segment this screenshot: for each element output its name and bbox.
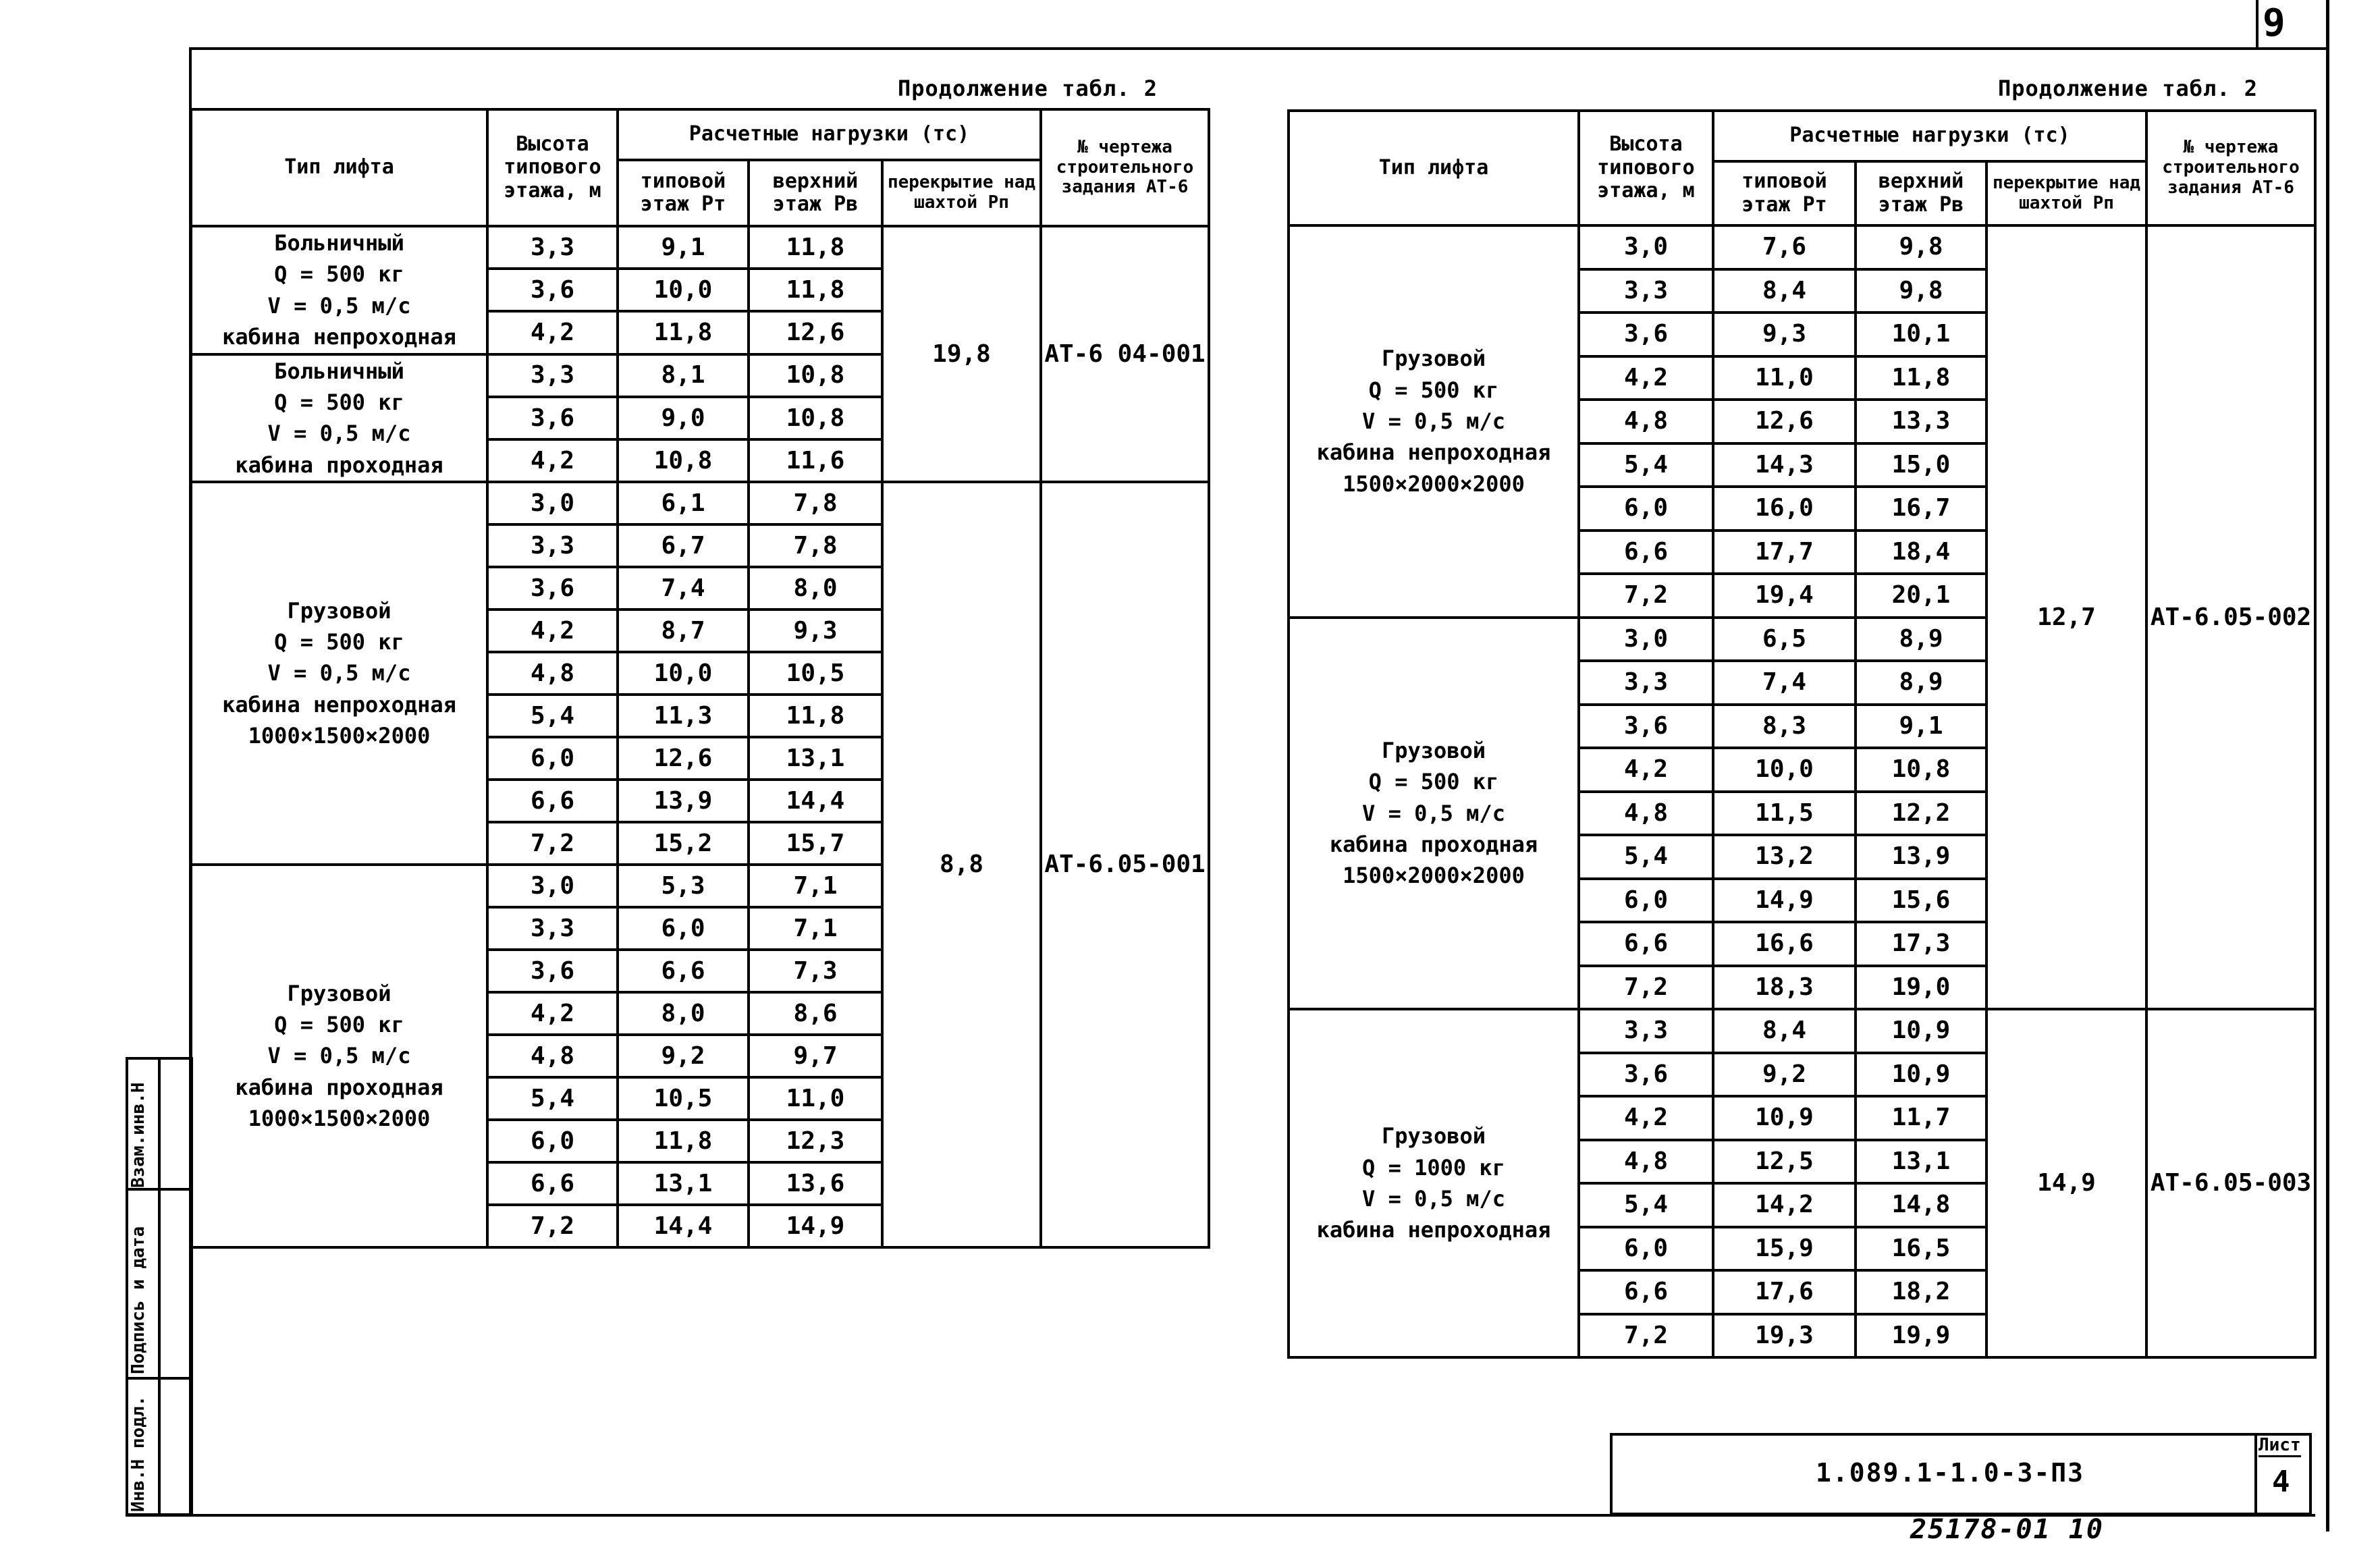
upper-load-cell: 7,3 xyxy=(749,950,882,992)
floor-height-cell: 7,2 xyxy=(487,1205,618,1247)
upper-load-cell: 20,1 xyxy=(1856,574,1986,618)
typical-load-cell: 8,1 xyxy=(618,354,749,397)
header-loads: Расчетные нагрузки (тс) xyxy=(618,109,1041,160)
floor-height-cell: 3,0 xyxy=(1579,618,1713,661)
typical-load-cell: 14,9 xyxy=(1713,879,1856,923)
typical-load-cell: 7,6 xyxy=(1713,225,1856,269)
upper-load-cell: 10,5 xyxy=(749,652,882,695)
upper-load-cell: 8,9 xyxy=(1856,618,1986,661)
lift-type-line: кабина непроходная xyxy=(1316,439,1551,466)
lift-type-line: кабина непроходная xyxy=(222,324,456,350)
continuation-right: Продолжение табл. 2 xyxy=(1998,76,2259,101)
header-overlap: перекрытие над шахтой Рп xyxy=(1986,161,2146,225)
lift-type-line: Больничный xyxy=(274,358,404,384)
header-upper: верхний этаж Рв xyxy=(1856,161,1986,225)
typical-load-cell: 14,3 xyxy=(1713,443,1856,487)
floor-height-cell: 3,3 xyxy=(487,524,618,567)
typical-load-cell: 14,4 xyxy=(618,1205,749,1247)
floor-height-cell: 4,2 xyxy=(1579,1096,1713,1140)
typical-load-cell: 8,3 xyxy=(1713,705,1856,749)
upper-load-cell: 10,9 xyxy=(1856,1009,1986,1053)
lift-type-line: Грузовой xyxy=(287,980,391,1006)
side-label-inv-podl: Инв.Н подл. xyxy=(128,1395,148,1512)
floor-height-cell: 7,2 xyxy=(487,822,618,865)
upper-load-cell: 7,1 xyxy=(749,865,882,907)
floor-height-cell: 3,6 xyxy=(487,950,618,992)
archive-number: 25178-01 10 xyxy=(1910,1514,2104,1545)
floor-height-cell: 6,0 xyxy=(487,1120,618,1162)
typical-load-cell: 10,8 xyxy=(618,439,749,482)
lift-type-cell xyxy=(191,865,487,1247)
header-upper: верхний этаж Рв xyxy=(749,160,882,226)
lift-type-line: Грузовой xyxy=(1381,737,1486,763)
upper-load-cell: 13,1 xyxy=(1856,1140,1986,1184)
continuation-left: Продолжение табл. 2 xyxy=(898,76,1158,101)
upper-load-cell: 8,0 xyxy=(749,567,882,609)
overlap-load-cell: 8,8 xyxy=(882,482,1041,1247)
lift-type-line: Q = 1000 кг xyxy=(1362,1154,1505,1181)
typical-load-cell: 13,2 xyxy=(1713,835,1856,879)
page-number: 9 xyxy=(2263,1,2286,45)
floor-height-cell: 4,8 xyxy=(1579,400,1713,443)
typical-load-cell: 6,0 xyxy=(618,907,749,950)
floor-height-cell: 3,6 xyxy=(1579,313,1713,356)
floor-height-cell: 6,6 xyxy=(1579,922,1713,966)
right-body xyxy=(1289,225,2315,1357)
lift-type-line: V = 0,5 м/с xyxy=(1362,408,1505,435)
floor-height-cell: 6,0 xyxy=(1579,879,1713,923)
upper-load-cell: 10,8 xyxy=(1856,748,1986,792)
typical-load-cell: 12,5 xyxy=(1713,1140,1856,1184)
upper-load-cell: 12,2 xyxy=(1856,792,1986,836)
typical-load-cell: 16,0 xyxy=(1713,487,1856,531)
lift-type-cell xyxy=(191,226,487,354)
floor-height-cell: 4,2 xyxy=(1579,356,1713,400)
floor-height-cell: 3,6 xyxy=(487,567,618,609)
sheet-label: Лист xyxy=(2259,1435,2301,1457)
drawing-number-cell: АТ-6.05-001 xyxy=(1041,482,1209,1247)
upper-load-cell: 17,3 xyxy=(1856,922,1986,966)
floor-height-cell: 6,6 xyxy=(1579,1270,1713,1314)
floor-height-cell: 3,0 xyxy=(1579,225,1713,269)
lift-type-line: Q = 500 кг xyxy=(274,629,404,655)
upper-load-cell: 18,4 xyxy=(1856,531,1986,574)
floor-height-cell: 7,2 xyxy=(1579,574,1713,618)
typical-load-cell: 13,1 xyxy=(618,1162,749,1205)
lift-type-cell xyxy=(1289,618,1579,1010)
document-code: 1.089.1-1.0-3-ПЗ xyxy=(1816,1458,2085,1488)
upper-load-cell: 16,5 xyxy=(1856,1227,1986,1271)
lift-type-cell xyxy=(1289,225,1579,618)
upper-load-cell: 7,8 xyxy=(749,482,882,524)
floor-height-cell: 3,0 xyxy=(487,482,618,524)
lift-load-table-left xyxy=(190,108,1210,1249)
header-overlap: перекрытие над шахтой Рп xyxy=(882,160,1041,226)
typical-load-cell: 16,6 xyxy=(1713,922,1856,966)
upper-load-cell: 14,9 xyxy=(749,1205,882,1247)
lift-type-line: кабина проходная xyxy=(1329,831,1538,857)
upper-load-cell: 16,7 xyxy=(1856,487,1986,531)
typical-load-cell: 13,9 xyxy=(618,780,749,822)
floor-height-cell: 5,4 xyxy=(1579,835,1713,879)
floor-height-cell: 6,6 xyxy=(487,1162,618,1205)
floor-height-cell: 6,0 xyxy=(1579,487,1713,531)
upper-load-cell: 8,9 xyxy=(1856,661,1986,705)
typical-load-cell: 19,4 xyxy=(1713,574,1856,618)
typical-load-cell: 18,3 xyxy=(1713,966,1856,1010)
header-height: Высота типового этажа, м xyxy=(487,109,618,226)
typical-load-cell: 7,4 xyxy=(618,567,749,609)
header-type: Тип лифта xyxy=(191,109,487,226)
drawing-number-cell: АТ-6 04-001 xyxy=(1041,226,1209,482)
floor-height-cell: 3,3 xyxy=(1579,1009,1713,1053)
upper-load-cell: 9,7 xyxy=(749,1035,882,1077)
floor-height-cell: 3,6 xyxy=(487,269,618,311)
lift-type-line: V = 0,5 м/с xyxy=(267,292,411,319)
typical-load-cell: 15,2 xyxy=(618,822,749,865)
lift-type-line: V = 0,5 м/с xyxy=(267,660,411,686)
floor-height-cell: 4,2 xyxy=(487,311,618,354)
upper-load-cell: 18,2 xyxy=(1856,1270,1986,1314)
floor-height-cell: 4,8 xyxy=(1579,792,1713,836)
typical-load-cell: 10,5 xyxy=(618,1077,749,1120)
lift-type-line: Q = 500 кг xyxy=(274,261,404,288)
floor-height-cell: 5,4 xyxy=(487,1077,618,1120)
upper-load-cell: 9,8 xyxy=(1856,269,1986,313)
lift-type-line: V = 0,5 м/с xyxy=(267,1043,411,1069)
typical-load-cell: 6,6 xyxy=(618,950,749,992)
upper-load-cell: 10,9 xyxy=(1856,1053,1986,1097)
typical-load-cell: 9,3 xyxy=(1713,313,1856,356)
side-label-podpis: Подпись и дата xyxy=(128,1226,148,1374)
lift-type-cell xyxy=(191,482,487,865)
typical-load-cell: 10,0 xyxy=(1713,748,1856,792)
lift-type-cell xyxy=(1289,1009,1579,1357)
upper-load-cell: 14,8 xyxy=(1856,1183,1986,1227)
upper-load-cell: 7,8 xyxy=(749,524,882,567)
upper-load-cell: 12,6 xyxy=(749,311,882,354)
upper-load-cell: 9,1 xyxy=(1856,705,1986,749)
lift-type-line: кабина проходная xyxy=(235,452,443,478)
typical-load-cell: 15,9 xyxy=(1713,1227,1856,1271)
overlap-load-cell: 12,7 xyxy=(1986,225,2146,1009)
floor-height-cell: 4,8 xyxy=(487,1035,618,1077)
table-row xyxy=(1289,225,2315,269)
header-loads: Расчетные нагрузки (тс) xyxy=(1713,111,2146,161)
sheet-number: 4 xyxy=(2272,1465,2290,1499)
floor-height-cell: 6,0 xyxy=(487,737,618,780)
floor-height-cell: 4,2 xyxy=(487,992,618,1035)
floor-height-cell: 7,2 xyxy=(1579,1314,1713,1358)
upper-load-cell: 14,4 xyxy=(749,780,882,822)
pagenum-divider xyxy=(2256,0,2259,49)
floor-height-cell: 4,2 xyxy=(487,439,618,482)
overlap-load-cell: 14,9 xyxy=(1986,1009,2146,1357)
floor-height-cell: 4,8 xyxy=(1579,1140,1713,1184)
header-drawing: № чертежа строительного задания АТ-6 xyxy=(1041,109,1209,226)
floor-height-cell: 3,3 xyxy=(1579,269,1713,313)
floor-height-cell: 7,2 xyxy=(1579,966,1713,1010)
floor-height-cell: 4,8 xyxy=(487,652,618,695)
lift-type-line: Q = 500 кг xyxy=(274,1012,404,1038)
upper-load-cell: 10,8 xyxy=(749,397,882,439)
floor-height-cell: 6,6 xyxy=(1579,531,1713,574)
floor-height-cell: 3,3 xyxy=(487,226,618,269)
typical-load-cell: 11,8 xyxy=(618,1120,749,1162)
floor-height-cell: 4,2 xyxy=(1579,748,1713,792)
lift-type-line: 1000×1500×2000 xyxy=(248,723,431,749)
typical-load-cell: 10,0 xyxy=(618,652,749,695)
upper-load-cell: 11,0 xyxy=(749,1077,882,1120)
drawing-number-cell: АТ-6.05-002 xyxy=(2146,225,2315,1009)
upper-load-cell: 11,8 xyxy=(749,695,882,737)
typical-load-cell: 17,7 xyxy=(1713,531,1856,574)
upper-load-cell: 12,3 xyxy=(749,1120,882,1162)
lift-type-line: Q = 500 кг xyxy=(1368,769,1499,795)
upper-load-cell: 10,1 xyxy=(1856,313,1986,356)
table-row xyxy=(1289,1009,2315,1053)
side-label-vzam: Взам.инв.Н xyxy=(128,1082,148,1188)
floor-height-cell: 3,3 xyxy=(487,907,618,950)
upper-load-cell: 13,3 xyxy=(1856,400,1986,443)
typical-load-cell: 17,6 xyxy=(1713,1270,1856,1314)
lift-type-line: V = 0,5 м/с xyxy=(1362,1186,1505,1212)
typical-load-cell: 14,2 xyxy=(1713,1183,1856,1227)
upper-load-cell: 15,7 xyxy=(749,822,882,865)
floor-height-cell: 3,0 xyxy=(487,865,618,907)
lift-type-line: Грузовой xyxy=(1381,1123,1486,1149)
header-height: Высота типового этажа, м xyxy=(1579,111,1713,225)
overlap-load-cell: 19,8 xyxy=(882,226,1041,482)
lift-type-line: V = 0,5 м/с xyxy=(267,421,411,447)
typical-load-cell: 12,6 xyxy=(1713,400,1856,443)
header-typical: типовой этаж Рт xyxy=(1713,161,1856,225)
typical-load-cell: 9,1 xyxy=(618,226,749,269)
upper-load-cell: 7,1 xyxy=(749,907,882,950)
floor-height-cell: 3,3 xyxy=(487,354,618,397)
upper-load-cell: 10,8 xyxy=(749,354,882,397)
lift-type-cell xyxy=(191,354,487,483)
typical-load-cell: 8,7 xyxy=(618,609,749,652)
typical-load-cell: 11,8 xyxy=(618,311,749,354)
side-stamp-divider-1 xyxy=(126,1188,193,1191)
typical-load-cell: 9,2 xyxy=(1713,1053,1856,1097)
table-row xyxy=(191,482,1209,524)
typical-load-cell: 12,6 xyxy=(618,737,749,780)
typical-load-cell: 11,3 xyxy=(618,695,749,737)
typical-load-cell: 8,4 xyxy=(1713,269,1856,313)
upper-load-cell: 11,8 xyxy=(749,269,882,311)
floor-height-cell: 5,4 xyxy=(1579,1183,1713,1227)
typical-load-cell: 9,0 xyxy=(618,397,749,439)
floor-height-cell: 4,2 xyxy=(487,609,618,652)
typical-load-cell: 8,0 xyxy=(618,992,749,1035)
table-row xyxy=(191,226,1209,269)
floor-height-cell: 6,0 xyxy=(1579,1227,1713,1271)
upper-load-cell: 8,6 xyxy=(749,992,882,1035)
upper-load-cell: 19,9 xyxy=(1856,1314,1986,1358)
typical-load-cell: 6,7 xyxy=(618,524,749,567)
upper-load-cell: 15,6 xyxy=(1856,879,1986,923)
floor-height-cell: 3,6 xyxy=(1579,705,1713,749)
floor-height-cell: 3,3 xyxy=(1579,661,1713,705)
floor-height-cell: 3,6 xyxy=(1579,1053,1713,1097)
upper-load-cell: 11,6 xyxy=(749,439,882,482)
upper-load-cell: 19,0 xyxy=(1856,966,1986,1010)
upper-load-cell: 9,8 xyxy=(1856,225,1986,269)
typical-load-cell: 7,4 xyxy=(1713,661,1856,705)
frame-right xyxy=(2326,0,2329,1532)
floor-height-cell: 3,6 xyxy=(487,397,618,439)
typical-load-cell: 5,3 xyxy=(618,865,749,907)
typical-load-cell: 8,4 xyxy=(1713,1009,1856,1053)
typical-load-cell: 10,0 xyxy=(618,269,749,311)
typical-load-cell: 11,0 xyxy=(1713,356,1856,400)
floor-height-cell: 6,6 xyxy=(487,780,618,822)
lift-type-line: Больничный xyxy=(274,230,404,256)
left-body xyxy=(191,226,1209,1247)
lift-type-line: Грузовой xyxy=(1381,346,1486,372)
lift-type-line: 1500×2000×2000 xyxy=(1343,470,1525,497)
typical-load-cell: 19,3 xyxy=(1713,1314,1856,1358)
typical-load-cell: 11,5 xyxy=(1713,792,1856,836)
lift-type-line: кабина непроходная xyxy=(222,691,456,717)
upper-load-cell: 11,7 xyxy=(1856,1096,1986,1140)
frame-top xyxy=(189,47,2329,50)
lift-type-line: 1500×2000×2000 xyxy=(1343,863,1525,889)
lift-load-table-right xyxy=(1287,109,2317,1359)
upper-load-cell: 13,9 xyxy=(1856,835,1986,879)
floor-height-cell: 5,4 xyxy=(1579,443,1713,487)
header-typical: типовой этаж Рт xyxy=(618,160,749,226)
lift-type-line: Q = 500 кг xyxy=(1368,377,1499,403)
floor-height-cell: 5,4 xyxy=(487,695,618,737)
side-stamp-divider-2 xyxy=(126,1377,193,1380)
lift-type-line: кабина проходная xyxy=(235,1074,443,1100)
lift-type-line: 1000×1500×2000 xyxy=(248,1106,431,1132)
upper-load-cell: 9,3 xyxy=(749,609,882,652)
typical-load-cell: 6,1 xyxy=(618,482,749,524)
lift-type-line: V = 0,5 м/с xyxy=(1362,800,1505,826)
upper-load-cell: 15,0 xyxy=(1856,443,1986,487)
header-drawing: № чертежа строительного задания АТ-6 xyxy=(2146,111,2315,225)
header-type: Тип лифта xyxy=(1289,111,1579,225)
upper-load-cell: 11,8 xyxy=(1856,356,1986,400)
upper-load-cell: 11,8 xyxy=(749,226,882,269)
lift-type-line: Q = 500 кг xyxy=(274,389,404,415)
typical-load-cell: 10,9 xyxy=(1713,1096,1856,1140)
drawing-number-cell: АТ-6.05-003 xyxy=(2146,1009,2315,1357)
lift-type-line: кабина непроходная xyxy=(1316,1217,1551,1243)
lift-type-line: Грузовой xyxy=(287,597,391,624)
typical-load-cell: 6,5 xyxy=(1713,618,1856,661)
upper-load-cell: 13,6 xyxy=(749,1162,882,1205)
upper-load-cell: 13,1 xyxy=(749,737,882,780)
typical-load-cell: 9,2 xyxy=(618,1035,749,1077)
